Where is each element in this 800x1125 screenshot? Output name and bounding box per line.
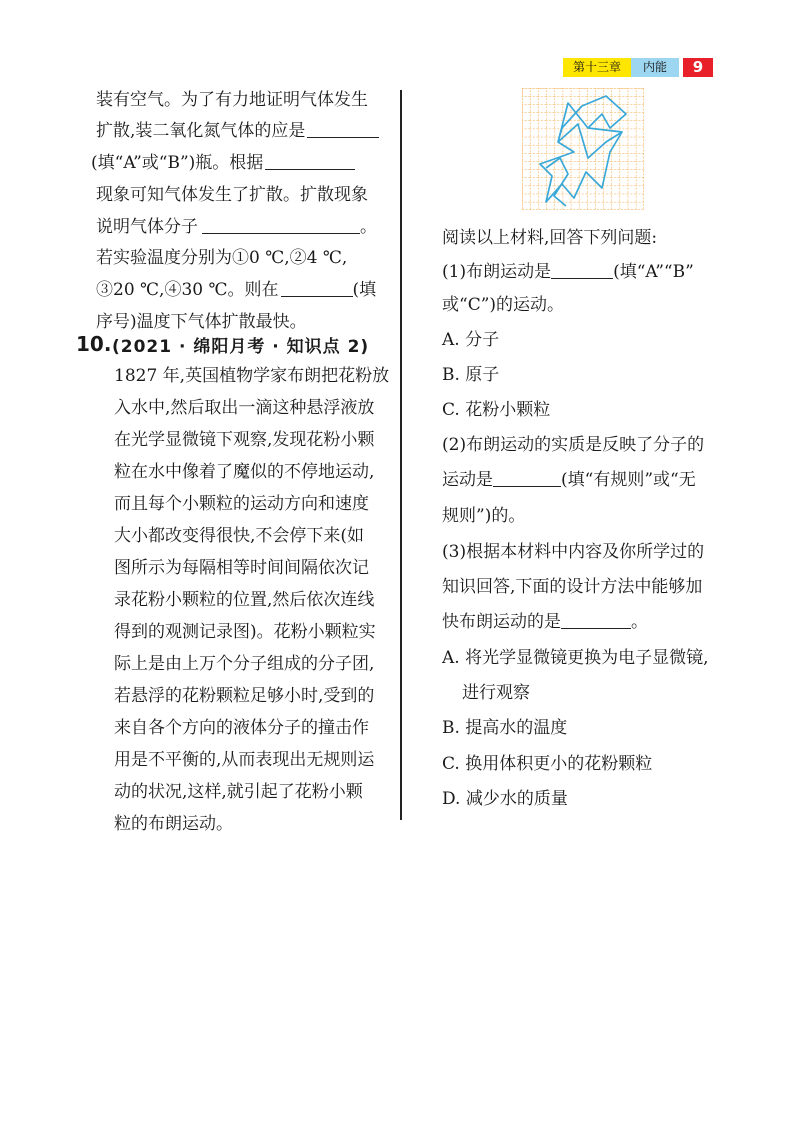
text-line: 际上是由上万个分子组成的分子团, bbox=[114, 654, 375, 674]
topic-label: 内能 bbox=[631, 58, 679, 77]
text-line: 得到的观测记录图)。花粉小颗粒实 bbox=[114, 622, 376, 642]
text-line: 粒的布朗运动。 bbox=[114, 814, 233, 834]
text-line: 而且每个小颗粒的运动方向和速度 bbox=[114, 494, 369, 514]
text-line: 规则”)的。 bbox=[442, 506, 526, 526]
text-line: 或“C”)的运动。 bbox=[442, 295, 565, 315]
text-line: 现象可知气体发生了扩散。扩散现象 bbox=[96, 185, 368, 205]
question-source: (2021 · 绵阳月考 · 知识点 2) bbox=[112, 337, 370, 357]
answer-blank[interactable] bbox=[561, 610, 631, 629]
chapter-label: 第十三章 bbox=[563, 58, 631, 77]
text-line: 大小都改变得很快,不会停下来(如 bbox=[114, 526, 365, 546]
text-line: 录花粉小颗粒的位置,然后依次连线 bbox=[114, 590, 375, 610]
text-line: 若悬浮的花粉颗粒足够小时,受到的 bbox=[114, 686, 375, 706]
page-header bbox=[563, 58, 713, 77]
text-line: 装有空气。为了有力地证明气体发生 bbox=[96, 90, 368, 110]
column-divider bbox=[400, 90, 402, 820]
text-line: 来自各个方向的液体分子的撞击作 bbox=[114, 718, 369, 738]
option-item[interactable]: A. 将光学显微镜更换为电子显微镜, bbox=[442, 648, 709, 668]
option-item[interactable]: A. 分子 bbox=[442, 330, 500, 350]
text-line: 动的状况,这样,就引起了花粉小颗 bbox=[114, 782, 363, 802]
text-line: 粒在水中像着了魔似的不停地运动, bbox=[114, 462, 375, 482]
text-line: 知识回答,下面的设计方法中能够加 bbox=[442, 577, 703, 597]
answer-blank[interactable] bbox=[281, 278, 353, 297]
answer-blank[interactable] bbox=[265, 151, 355, 170]
text-line: 快布朗运动的是 。 bbox=[442, 612, 648, 632]
text-line: 阅读以上材料,回答下列问题: bbox=[442, 228, 658, 248]
answer-blank[interactable] bbox=[307, 119, 379, 138]
answer-blank[interactable] bbox=[493, 468, 561, 487]
option-item[interactable]: C. 换用体积更小的花粉颗粒 bbox=[442, 754, 653, 774]
text-line: (2)布朗运动的实质是反映了分子的 bbox=[442, 435, 705, 455]
question-number: 10. bbox=[76, 332, 112, 356]
option-item[interactable]: D. 减少水的质量 bbox=[442, 789, 568, 809]
text-line: ③20 ℃,④30 ℃。则在 (填 bbox=[96, 280, 377, 300]
answer-blank[interactable] bbox=[551, 260, 613, 279]
text-line: 序号)温度下气体扩散最快。 bbox=[96, 312, 307, 332]
text-line: 说明气体分子 。 bbox=[96, 217, 377, 237]
text-line: 用是不平衡的,从而表现出无规则运 bbox=[114, 750, 375, 770]
text-line: 扩散,装二氧化氮气体的应是 bbox=[96, 119, 379, 143]
answer-blank[interactable] bbox=[202, 215, 360, 234]
page-number: 9 bbox=[683, 58, 713, 77]
option-item[interactable]: B. 原子 bbox=[442, 365, 500, 385]
text-line: (填“A”或“B”)瓶。根据 bbox=[91, 151, 355, 175]
brownian-motion-figure bbox=[522, 88, 644, 210]
text-line: 图所示为每隔相等时间间隔依次记 bbox=[114, 558, 369, 578]
text-line: 若实验温度分别为①0 ℃,②4 ℃, bbox=[96, 248, 348, 268]
text-line: 1827 年,英国植物学家布朗把花粉放 bbox=[114, 366, 390, 386]
text-line: (1)布朗运动是 (填“A”“B” bbox=[442, 262, 694, 282]
text-line: 在光学显微镜下观察,发现花粉小颗 bbox=[114, 430, 375, 450]
text-line: 入水中,然后取出一滴这种悬浮液放 bbox=[114, 398, 375, 418]
option-item[interactable]: B. 提高水的温度 bbox=[442, 718, 568, 738]
option-item[interactable]: C. 花粉小颗粒 bbox=[442, 400, 551, 420]
option-item-continuation: 进行观察 bbox=[462, 683, 530, 703]
text-line: (3)根据本材料中内容及你所学过的 bbox=[442, 542, 705, 562]
text-line: 运动是 (填“有规则”或“无 bbox=[442, 470, 696, 490]
